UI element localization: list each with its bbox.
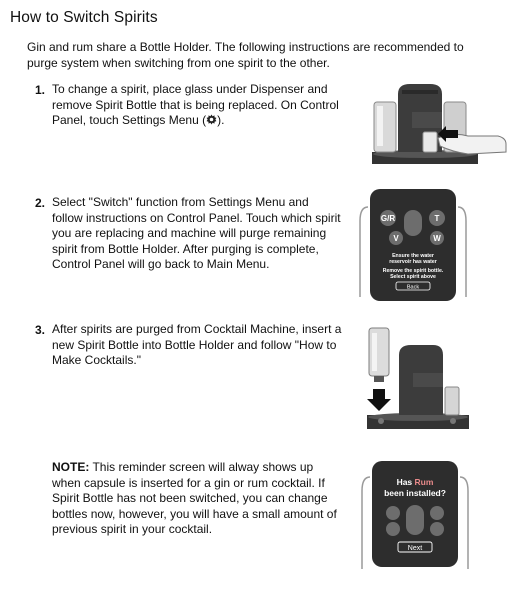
note-text [52,460,352,538]
note-label: NOTE: [52,460,90,474]
step-3-line: new Spirit Bottle into Bottle Holder and follow "How to [52,337,337,352]
step-3-line: After spirits are purged from Cocktail Machine, insert a [52,322,342,336]
next-button-label: Next [407,545,423,552]
note-line: when capsule is inserted for a gin or rum cocktail. If [52,475,325,490]
reminder-question-line-1 [397,477,434,487]
step-2-number: 2. [35,196,46,210]
v-button-label: V [393,234,399,243]
switch-control-panel-illustration [358,187,468,305]
step-2-text [52,195,357,273]
step-2-line: Select "Switch" function from Settings Menu and [52,195,309,209]
step-1-line: remove Spirit Bottle that is being replaced. On Control [52,97,339,112]
note-line [52,460,352,476]
reminder-question-pre: Has [396,477,415,487]
step-2-line: you are replacing and machine will purge remaining [52,226,327,240]
panel-message-3: Remove the spirit bottle. [382,268,444,274]
back-button-label: Back [406,284,420,291]
reminder-panel-illustration [360,459,470,571]
reminder-question-spirit: Rum [414,477,434,487]
step-2-line: follow instructions on Control Panel. Touch which spirit [52,210,341,225]
page-title: How to Switch Spirits [10,9,158,26]
panel-message-4: Select spirit above [390,274,436,280]
gr-button-label: G/R [380,214,396,223]
intro-paragraph: Gin and rum share a Bottle Holder. The following instructions are recommended to purge system when switching from one spirit to the other. [27,40,464,70]
step-1-text [52,82,352,129]
note-line: previous spirit in your cocktail. [52,522,213,536]
step-1-line-text: Panel, touch Settings Menu ( [52,113,207,127]
step-1-line-tail: ). [217,113,225,127]
note-line: bottles now, however, you will have a small amount of [52,506,337,521]
reminder-question-line-2: been installed? [384,488,446,498]
step-2-line: Control Panel will go back to Main Menu. [52,257,270,271]
step-3-text [52,322,357,369]
step-1-line [52,113,352,129]
step-3-line: Make Cocktails." [52,353,141,367]
machine-with-glass-illustration [368,80,508,175]
step-1-line: To change a spirit, place glass under Dispenser and [52,82,328,96]
step-2-line: spirit from Bottle Holder. After purging is complete, [52,241,319,256]
step-3-number: 3. [35,323,46,337]
gear-icon [206,114,217,125]
panel-message-1: Ensure the water [392,253,434,259]
t-button-label: T [434,214,440,223]
step-1-number: 1. [35,83,46,97]
w-button-label: W [433,234,441,243]
note-line: Spirit Bottle has not been switched, you can change [52,491,328,505]
panel-message-2: reservoir has water [389,259,437,265]
note-line-text: This reminder screen will alway shows up [89,460,314,474]
insert-spirit-bottle-illustration [363,325,473,437]
